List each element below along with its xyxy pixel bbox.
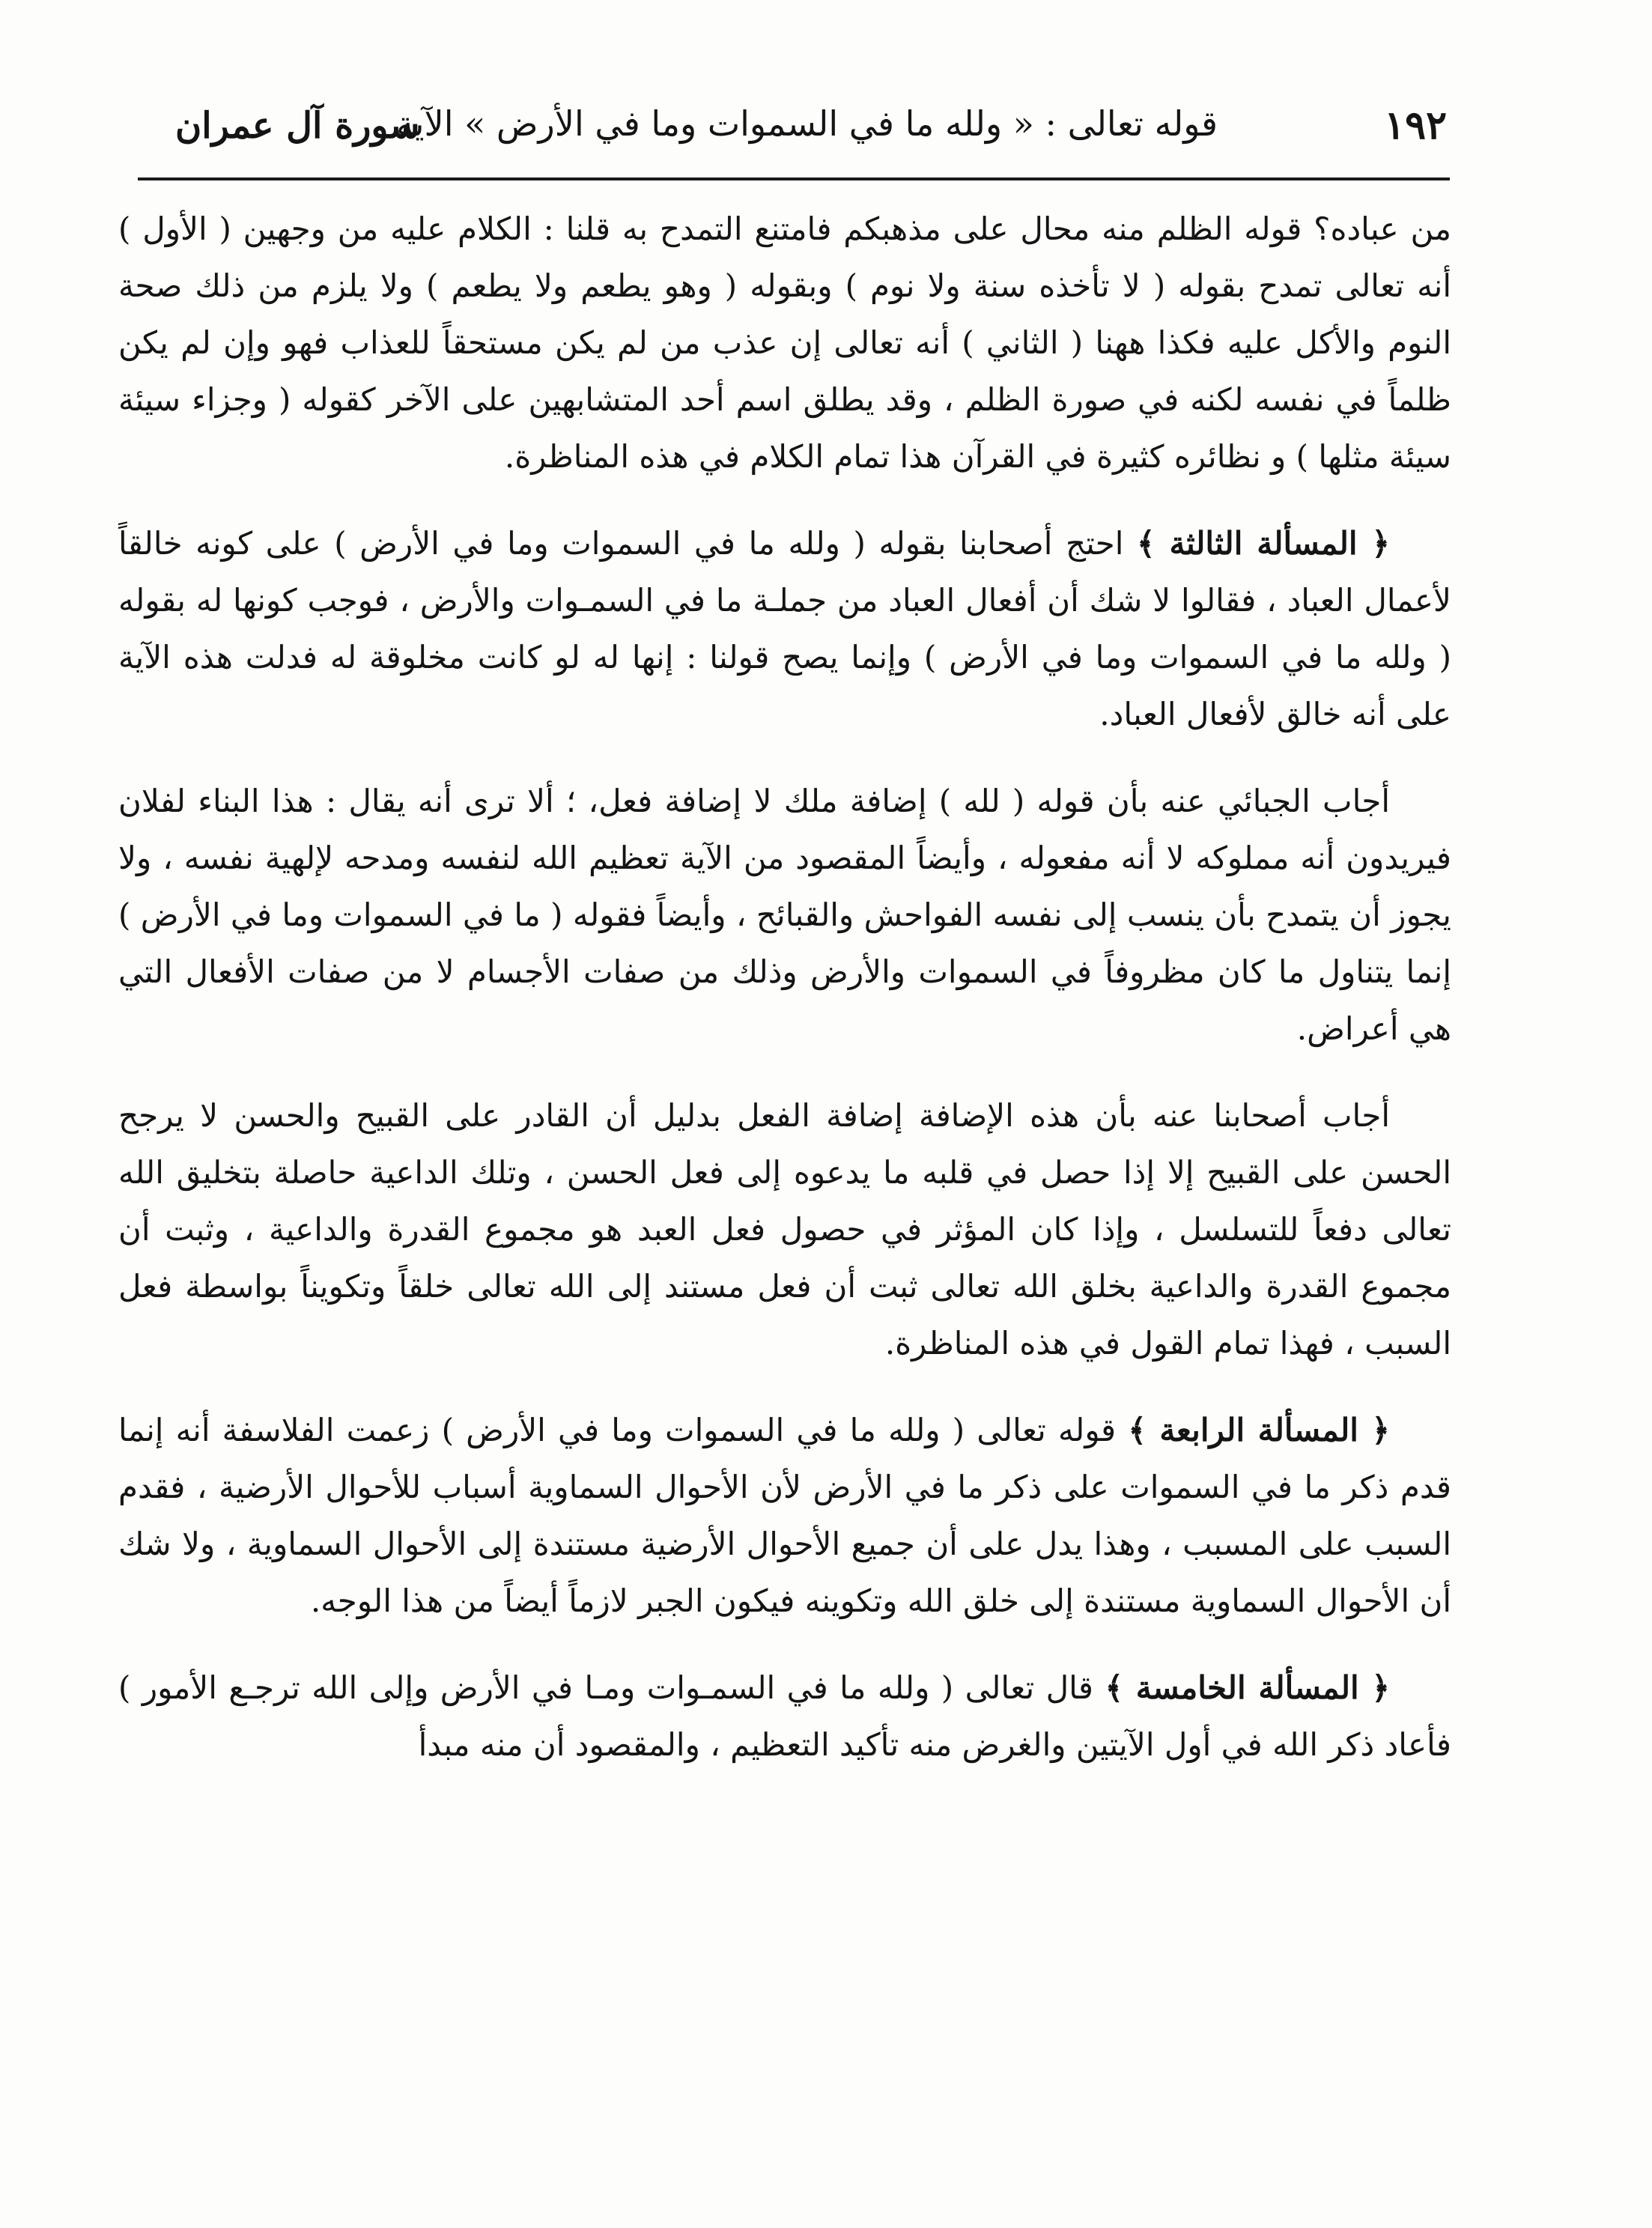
- paragraph-2-text: احتج أصحابنا بقوله ( ولله ما في السموات وما في الأرض ) على كونه خالقاً لأعمال العباد ، فقالوا لا شك أن أفعال العباد من جملـة ما في السمـوات والأرض ، فوجب كونها له بقوله ( ولله ما في السموات وما في الأرض ) وإنما يصح قولنا : إنها له لو كانت مخلوقة له فدلت هذه الآية على أنه خالق لأفعال العباد.: [118, 525, 1451, 732]
- paragraph-6-text: قال تعالى ( ولله ما في السمـوات ومـا في الأرض وإلى الله ترجـع الأمور ) فأعاد ذكر الله في أول الآيتين والغرض منه تأكيد التعظيم ، والمقصود أن منه مبدأ: [118, 1669, 1451, 1763]
- surah-name: سورة آل عمران: [175, 105, 420, 147]
- paragraph-1-text: من عباده؟ قوله الظلم منه محال على مذهبكم فامتنع التمدح به قلنا : الكلام عليه من وجهين ( الأول ) أنه تعالى تمدح بقوله ( لا تأخذه سنة ولا نوم ) وبقوله ( وهو يطعم ولا يطعم ) ولا يلزم من ذلك صحة النوم والأكل عليه فكذا ههنا ( الثاني ) أنه تعالى إن عذب من لم يكن مستحقاً للعذاب فهو وإن لم يكن ظلماً في نفسه لكنه في صورة الظلم ، وقد يطلق اسم أحد المتشابهين على الآخر كقوله ( وجزاء سيئة سيئة مثلها ) و نظائره كثيرة في القرآن هذا تمام الكلام في هذه المناظرة.: [118, 210, 1451, 475]
- page-number: ١٩٢: [1384, 103, 1447, 148]
- paragraph-5-text: قوله تعالى ( ولله ما في السموات وما في الأرض ) زعمت الفلاسفة أنه إنما قدم ذكر ما في السموات على ذكر ما في الأرض لأن الأحوال السماوية أسباب للأحوال الأرضية ، فقدم السبب على المسبب ، وهذا يدل على أن جميع الأحوال الأرضية مستندة إلى الأحوال السماوية ، ولا شك أن الأحوال السماوية مستندة إلى خلق الله وتكوينه فيكون الجبر لازماً أيضاً من هذا الوجه.: [118, 1412, 1451, 1619]
- paragraph-4: [118, 1087, 1451, 1372]
- paragraph-4-text: أجاب أصحابنا عنه بأن هذه الإضافة إضافة الفعل بدليل أن القادر على القبيح والحسن لا يرجح الحسن على القبيح إلا إذا حصل في قلبه ما يدعوه إلى فعل الحسن ، وتلك الداعية حاصلة بتخليق الله تعالى دفعاً للتسلسل ، وإذا كان المؤثر في حصول فعل العبد هو مجموع القدرة والداعية ، وثبت أن مجموع القدرة والداعية بخلق الله تعالى ثبت أن فعل مستند إلى الله تعالى خلقاً وتكويناً بواسطة فعل السبب ، فهذا تمام القول في هذه المناظرة.: [118, 1097, 1451, 1362]
- paragraph-5: [118, 1402, 1451, 1630]
- paragraph-2: [118, 515, 1451, 743]
- issue-heading-fourth: ﴿ المسألة الرابعة ﴾: [1128, 1412, 1390, 1448]
- paragraph-1: [118, 201, 1451, 485]
- issue-heading-third: ﴿ المسألة الثالثة ﴾: [1136, 525, 1390, 562]
- running-head: قوله تعالى : « ولله ما في السموات وما في الأرض » الآية: [396, 103, 1218, 144]
- header-rule: [138, 177, 1450, 180]
- paragraph-3: [118, 773, 1451, 1057]
- paragraph-6: [118, 1660, 1451, 1773]
- issue-heading-fifth: ﴿ المسألة الخامسة ﴾: [1105, 1669, 1390, 1706]
- page-body: [118, 201, 1451, 1773]
- page-header: [171, 102, 1450, 160]
- paragraph-3-text: أجاب الجبائي عنه بأن قوله ( لله ) إضافة ملك لا إضافة فعل، ؛ ألا ترى أنه يقال : هذا البناء لفلان فيريدون أنه مملوكه لا أنه مفعوله ، وأيضاً المقصود من الآية تعظيم الله لنفسه ومدحه لإلهية نفسه ، ولا يجوز أن يتمدح بأن ينسب إلى نفسه الفواحش والقبائح ، وأيضاً فقوله ( ما في السموات وما في الأرض ) إنما يتناول ما كان مظروفاً في السموات والأرض وذلك من صفات الأجسام لا من صفات الأفعال التي هي أعراض.: [118, 783, 1451, 1047]
